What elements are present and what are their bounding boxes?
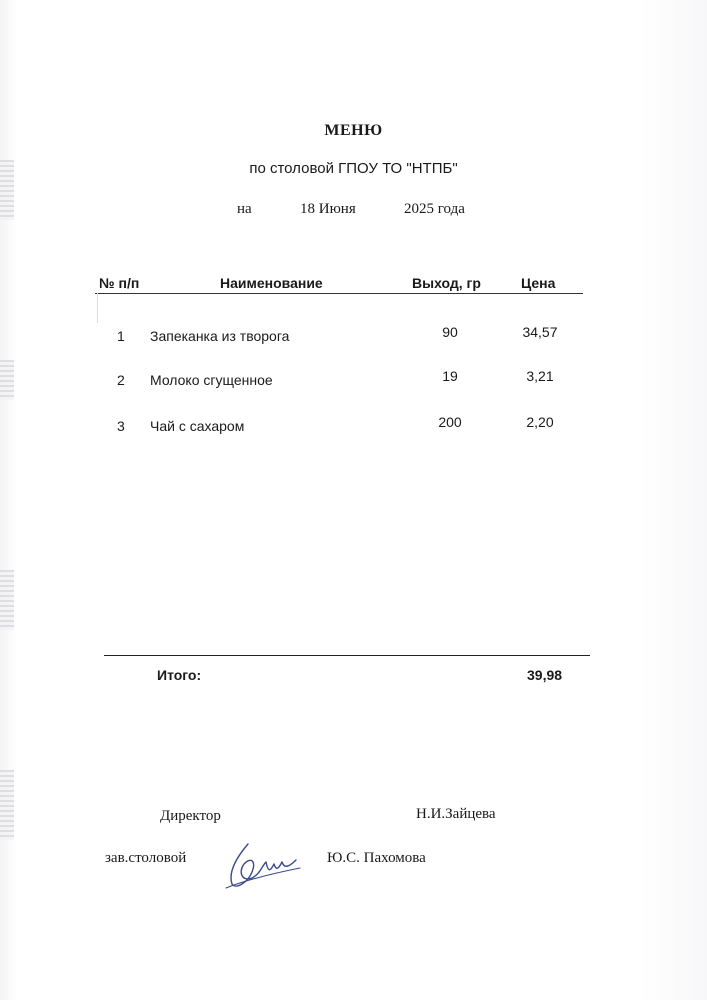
row-price: 34,57: [522, 324, 558, 340]
table-left-border: [97, 293, 98, 323]
table-row: [0, 414, 707, 440]
header-price: Цена: [521, 275, 556, 291]
date-day-month: 18 Июня: [300, 201, 356, 217]
row-number: 3: [117, 418, 125, 434]
row-number: 2: [117, 372, 125, 388]
canteen-subtitle: по столовой ГПОУ ТО "НТПБ": [249, 160, 458, 177]
row-price: 2,20: [526, 414, 554, 430]
total-divider: [104, 655, 590, 656]
date-year: 2025 года: [404, 201, 465, 217]
scan-artifact: [0, 570, 14, 630]
director-role: Директор: [160, 808, 221, 824]
row-yield: 19: [442, 368, 458, 384]
table-row: [0, 324, 707, 350]
director-name: Н.И.Зайцева: [416, 806, 496, 822]
row-price: 3,21: [526, 368, 554, 384]
row-name: Чай с сахаром: [150, 418, 245, 434]
table-row: [0, 368, 707, 394]
row-yield: 200: [438, 414, 462, 430]
handwritten-signature: [222, 838, 304, 894]
header-divider: [95, 293, 583, 294]
row-name: Запеканка из творога: [150, 328, 290, 344]
total-label: Итого:: [157, 667, 202, 683]
scan-artifact: [0, 770, 14, 840]
header-yield: Выход, гр: [412, 275, 481, 291]
header-number: № п/п: [99, 275, 140, 291]
row-number: 1: [117, 328, 125, 344]
total-value: 39,98: [527, 667, 563, 683]
canteen-manager-name: Ю.С. Пахомова: [327, 850, 426, 866]
menu-title: МЕНЮ: [324, 122, 383, 139]
row-name: Молоко сгущенное: [150, 372, 273, 388]
date-prefix: на: [237, 201, 252, 217]
canteen-manager-role: зав.столовой: [105, 850, 187, 866]
header-name: Наименование: [220, 275, 323, 291]
row-yield: 90: [442, 324, 458, 340]
